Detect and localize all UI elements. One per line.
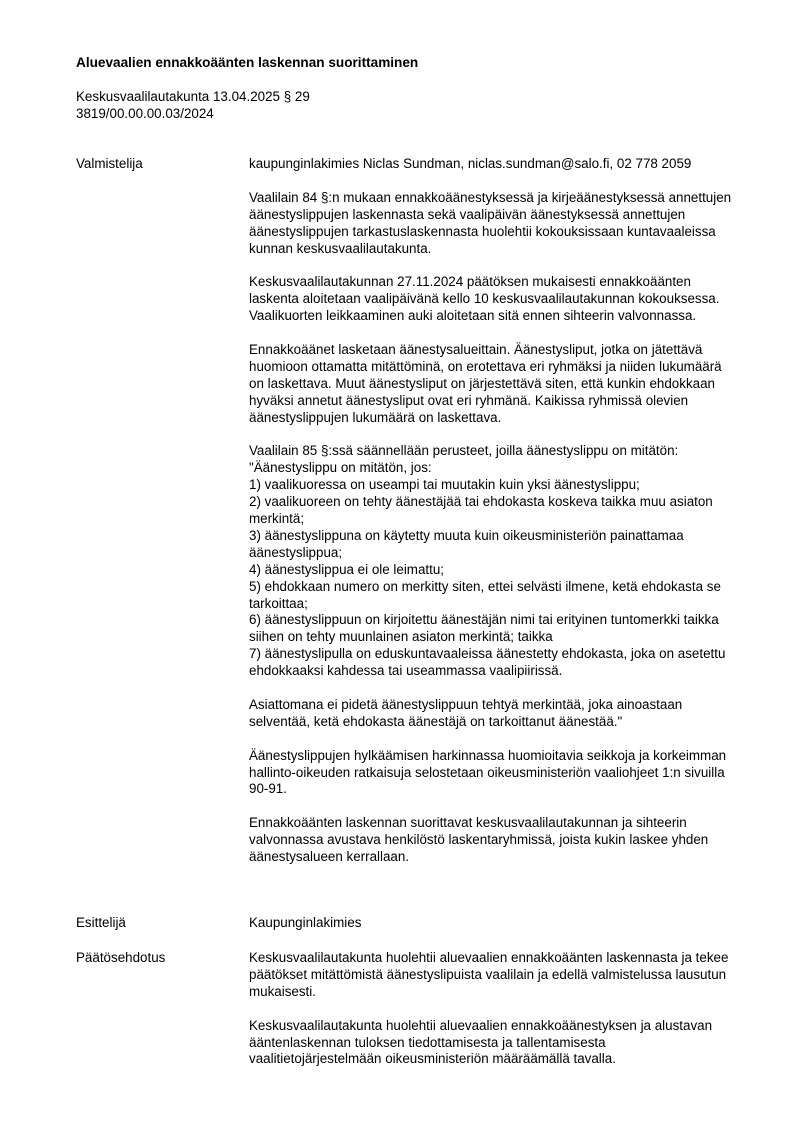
- esittelija-value: Kaupunginlakimies: [249, 915, 362, 930]
- document-title: Aluevaalien ennakkoäänten laskennan suorittaminen: [76, 55, 419, 70]
- paatosehdotus-label: Päätösehdotus: [76, 950, 166, 965]
- law-list-item: 3) äänestyslippuna on käytetty muuta kuin oikeusministeriön painattamaa äänestyslippua;: [249, 527, 684, 560]
- paragraph: Äänestyslippujen hylkäämisen harkinnassa huomioitavia seikkoja ja korkeimman hallinto-oikeuden ratkaisuja selostetaan oikeusministeriön vaaliohjeet 1:n sivuilla 90-91.: [249, 747, 727, 797]
- paragraph: Keskusvaalilautakunta huolehtii aluevaalien ennakkoäänten laskennasta ja tekee päätökset mitättömistä äänestyslipuista vaalilain ja edellä valmistelussa lausutun mukaisesti.: [249, 950, 729, 999]
- paragraph: Asiattomana ei pidetä äänestyslippuun tehtyä merkintää, joka ainoastaan selventää, ketä ehdokasta äänestäjä on tarkoittanut äänestää.": [249, 696, 683, 729]
- preparer-line: kaupunginlakimies Niclas Sundman, niclas.sundman@salo.fi, 02 778 2059: [249, 156, 692, 171]
- paragraph: Keskusvaalilautakunta huolehtii aluevaalien ennakkoäänestyksen ja alustavan ääntenlaskennan tuloksen tiedottamisesta ja tallentamisesta vaalitietojärjestelmään oikeusministeriön määräämällä tavalla.: [249, 1017, 713, 1067]
- valmistelija-label: Valmistelija: [76, 156, 143, 171]
- law-quote-start: "Äänestyslippu on mitätön, jos:: [249, 460, 432, 476]
- valmistelija-content: [249, 156, 739, 866]
- law-intro: Vaalilain 85 §:ssä säännellään perusteet, joilla äänestyslippu on mitätön:: [249, 443, 679, 459]
- law-list-item: 4) äänestyslippua ei ole leimattu;: [249, 561, 445, 577]
- law-quote-block: [249, 443, 739, 680]
- law-list-item: 7) äänestyslipulla on eduskuntavaaleissa äänestetty ehdokasta, joka on asetettu ehdokkaaksi kahdessa tai useammassa vaalipiirissä.: [249, 646, 726, 679]
- paatosehdotus-content: [249, 950, 739, 1068]
- law-list-item: 2) vaalikuoreen on tehty äänestäjää tai ehdokasta koskeva taikka muu asiaton merkintä;: [249, 494, 713, 526]
- paragraph: Ennakkoäänten laskennan suorittavat keskusvaalilautakunnan ja sihteerin valvonnassa avustava henkilöstö laskentaryhmissä, joista kukin laskee yhden äänestysalueen kerrallaan.: [249, 815, 709, 865]
- meeting-reference: Keskusvaalilautakunta 13.04.2025 § 29: [76, 89, 310, 104]
- law-list-item: 1) vaalikuoressa on useampi tai muutakin kuin yksi äänestyslippu;: [249, 477, 640, 493]
- paragraph: Vaalilain 84 §:n mukaan ennakkoäänestyksessä ja kirjeäänestyksessä annettujen äänestyslippujen laskennasta sekä vaalipäivän äänestyksessä annettujen äänestyslippujen tarkastuslaskennasta huolehtii kokouksissaan kuntavaaleissa kunnan keskusvaalilautakunta.: [249, 189, 732, 256]
- paragraph: Ennakkoäänet lasketaan äänestysalueittain. Äänestysliput, jotka on jätettävä huomioon ottamatta mitättöminä, on erotettava eri ryhmäksi ja niiden lukumäärä on laskettava. Muut äänestysliput on järjestettävä siten, että kunkin ehdokkaan hyväksi annetut äänestysliput ovat eri ryhmänä. Kaikissa ryhmissä olevien äänestyslippujen lukumäärä on laskettava.: [249, 341, 722, 425]
- law-list-item: 6) äänestyslippuun on kirjoitettu äänestäjän nimi tai erityinen tuntomerkki taikka siihen on tehty muunlainen asiaton merkintä; taikka: [249, 612, 719, 645]
- esittelija-label: Esittelijä: [76, 915, 126, 930]
- law-list-item: 5) ehdokkaan numero on merkitty siten, ettei selvästi ilmene, ketä ehdokasta se tarkoittaa;: [249, 578, 721, 611]
- paragraph: Keskusvaalilautakunnan 27.11.2024 päätöksen mukaisesti ennakkoäänten laskenta aloitetaan vaalipäivänä kello 10 keskusvaalilautakunnan kokouksessa. Vaalikuorten leikkaaminen auki aloitetaan sitä ennen sihteerin valvonnassa.: [249, 274, 720, 324]
- record-number: 3819/00.00.00.03/2024: [76, 106, 214, 121]
